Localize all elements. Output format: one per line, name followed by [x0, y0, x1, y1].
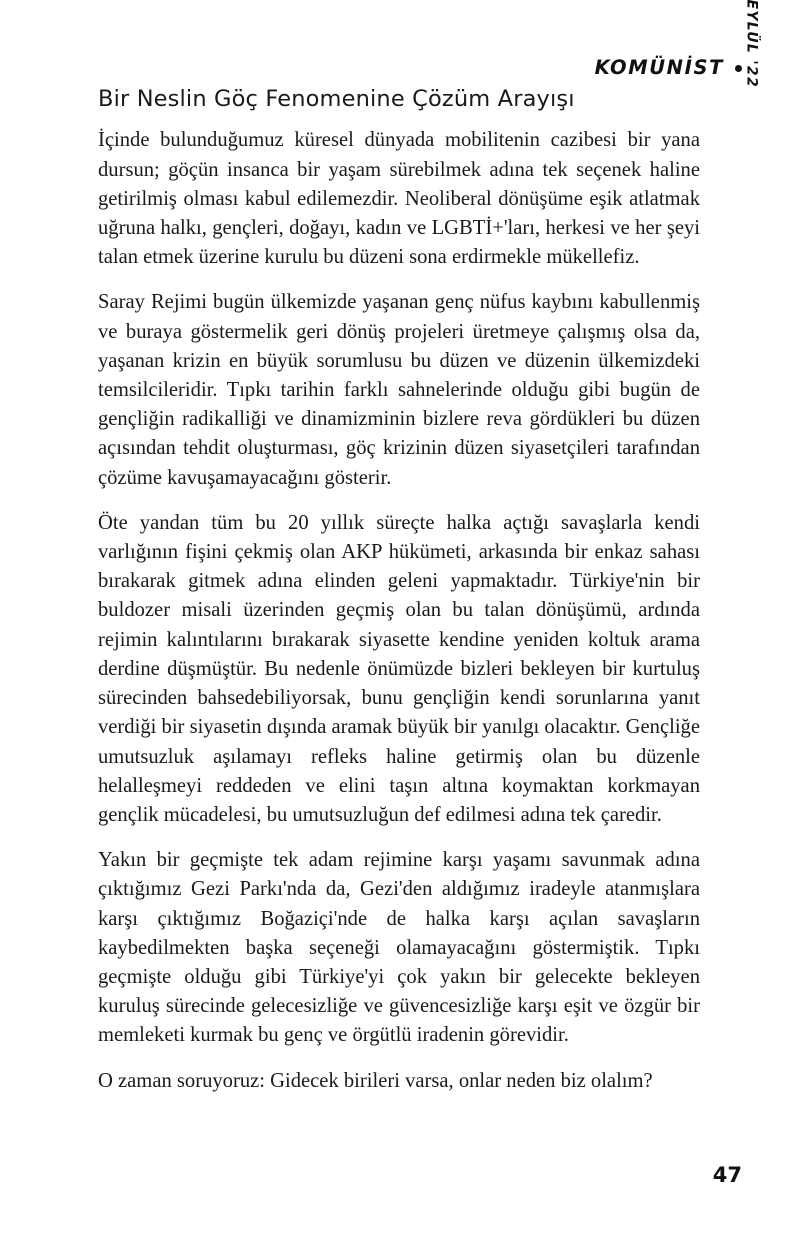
body-paragraph: Saray Rejimi bugün ülkemizde yaşanan genç nüfus kaybını kabullenmiş ve buraya göstermelik geri dönüş projeleri üretmeye çalışmış olsa da, yaşanan krizin en büyük sorumlusu bu düzen ve düzenin ülkemizdeki temsilcileridir. Tıpkı tarihin farklı sahnelerinde olduğu gibi bugün de gençliğin radikalliği ve dinamizminin bizlere reva gördükleri bu düzen açısından tehdit oluşturması, göç krizinin düzen siyasetçileri tarafından çözüme kavuşamayacağını gösterir. [98, 291, 700, 489]
body-paragraph: O zaman soruyoruz: Gidecek birileri varsa, onlar neden biz olalım? [98, 1069, 653, 1092]
bullet-dot-icon [735, 65, 742, 72]
issue-date-vertical: EYLÜL '22 [743, 0, 759, 88]
masthead-title: KOMÜNİST [594, 56, 724, 79]
body-paragraph: Yakın bir geçmişte tek adam rejimine karşı yaşamı savunmak adına çıktığımız Gezi Parkı'nda da, Gezi'den aldığımız iradeyle atanmışlara karşı çıktığımız Boğaziçi'nde de halka karşı açılan savaşların kaybedilmekten başka seçeneği olamayacağını göstermiştik. Tıpkı geçmişte olduğu gibi Türkiye'yi çok yakın bir gelecekte bekleyen kuruluş sürecinde gelecesizliğe ve güvencesizliğe karşı eşit ve özgür bir memleketi kurmak bu genç ve örgütlü iradenin görevidir. [98, 849, 700, 1047]
body-paragraph: İçinde bulunduğumuz küresel dünyada mobilitenin cazibesi bir yana dursun; göçün insanca bir yaşam sürebilmek adına tek seçenek haline getirilmiş olması kabul edilemezdir. Neoliberal dönüşüme eşik atlatmak uğruna halkı, gençleri, doğayı, kadın ve LGBTİ+'ları, herkesi ve her şeyi talan etmek üzerine kurulu bu düzeni sona erdirmekle mükellefiz. [98, 129, 700, 269]
page-number: 47 [712, 1163, 742, 1187]
article-title: Bir Neslin Göç Fenomenine Çözüm Arayışı [98, 86, 575, 112]
body-paragraph: Öte yandan tüm bu 20 yıllık süreçte halka açtığı savaşlarla kendi varlığının fişini çekmiş olan AKP hükümeti, arkasında bir enkaz sahası bırakarak gitmek adına elinden geleni yapmaktadır. Türkiye'nin bir buldozer misali üzerinden geçmiş olan bu talan dönüşümü, ardında rejimin kalıntılarını bırakarak siyasette kendine yeniden koltuk arama derdine düşmüştür. Bu nedenle önümüzde bizleri bekleyen bir kurtuluş sürecinden bahsedebiliyorsak, bunu gençliğin kendi sorunlarına yanıt verdiği bir siyasetin dışında aramak büyük bir yanılgı olacaktır. Gençliğe umutsuzluk aşılamayı refleks haline getirmiş olan bu düzenle helalleşmeyi reddeden ve elini taşın altına koymaktan korkmayan gençlik mücadelesi, bu umutsuzluğun def edilmesi adına tek çaredir. [98, 511, 700, 826]
running-header [595, 58, 742, 78]
text-column [98, 86, 700, 1096]
